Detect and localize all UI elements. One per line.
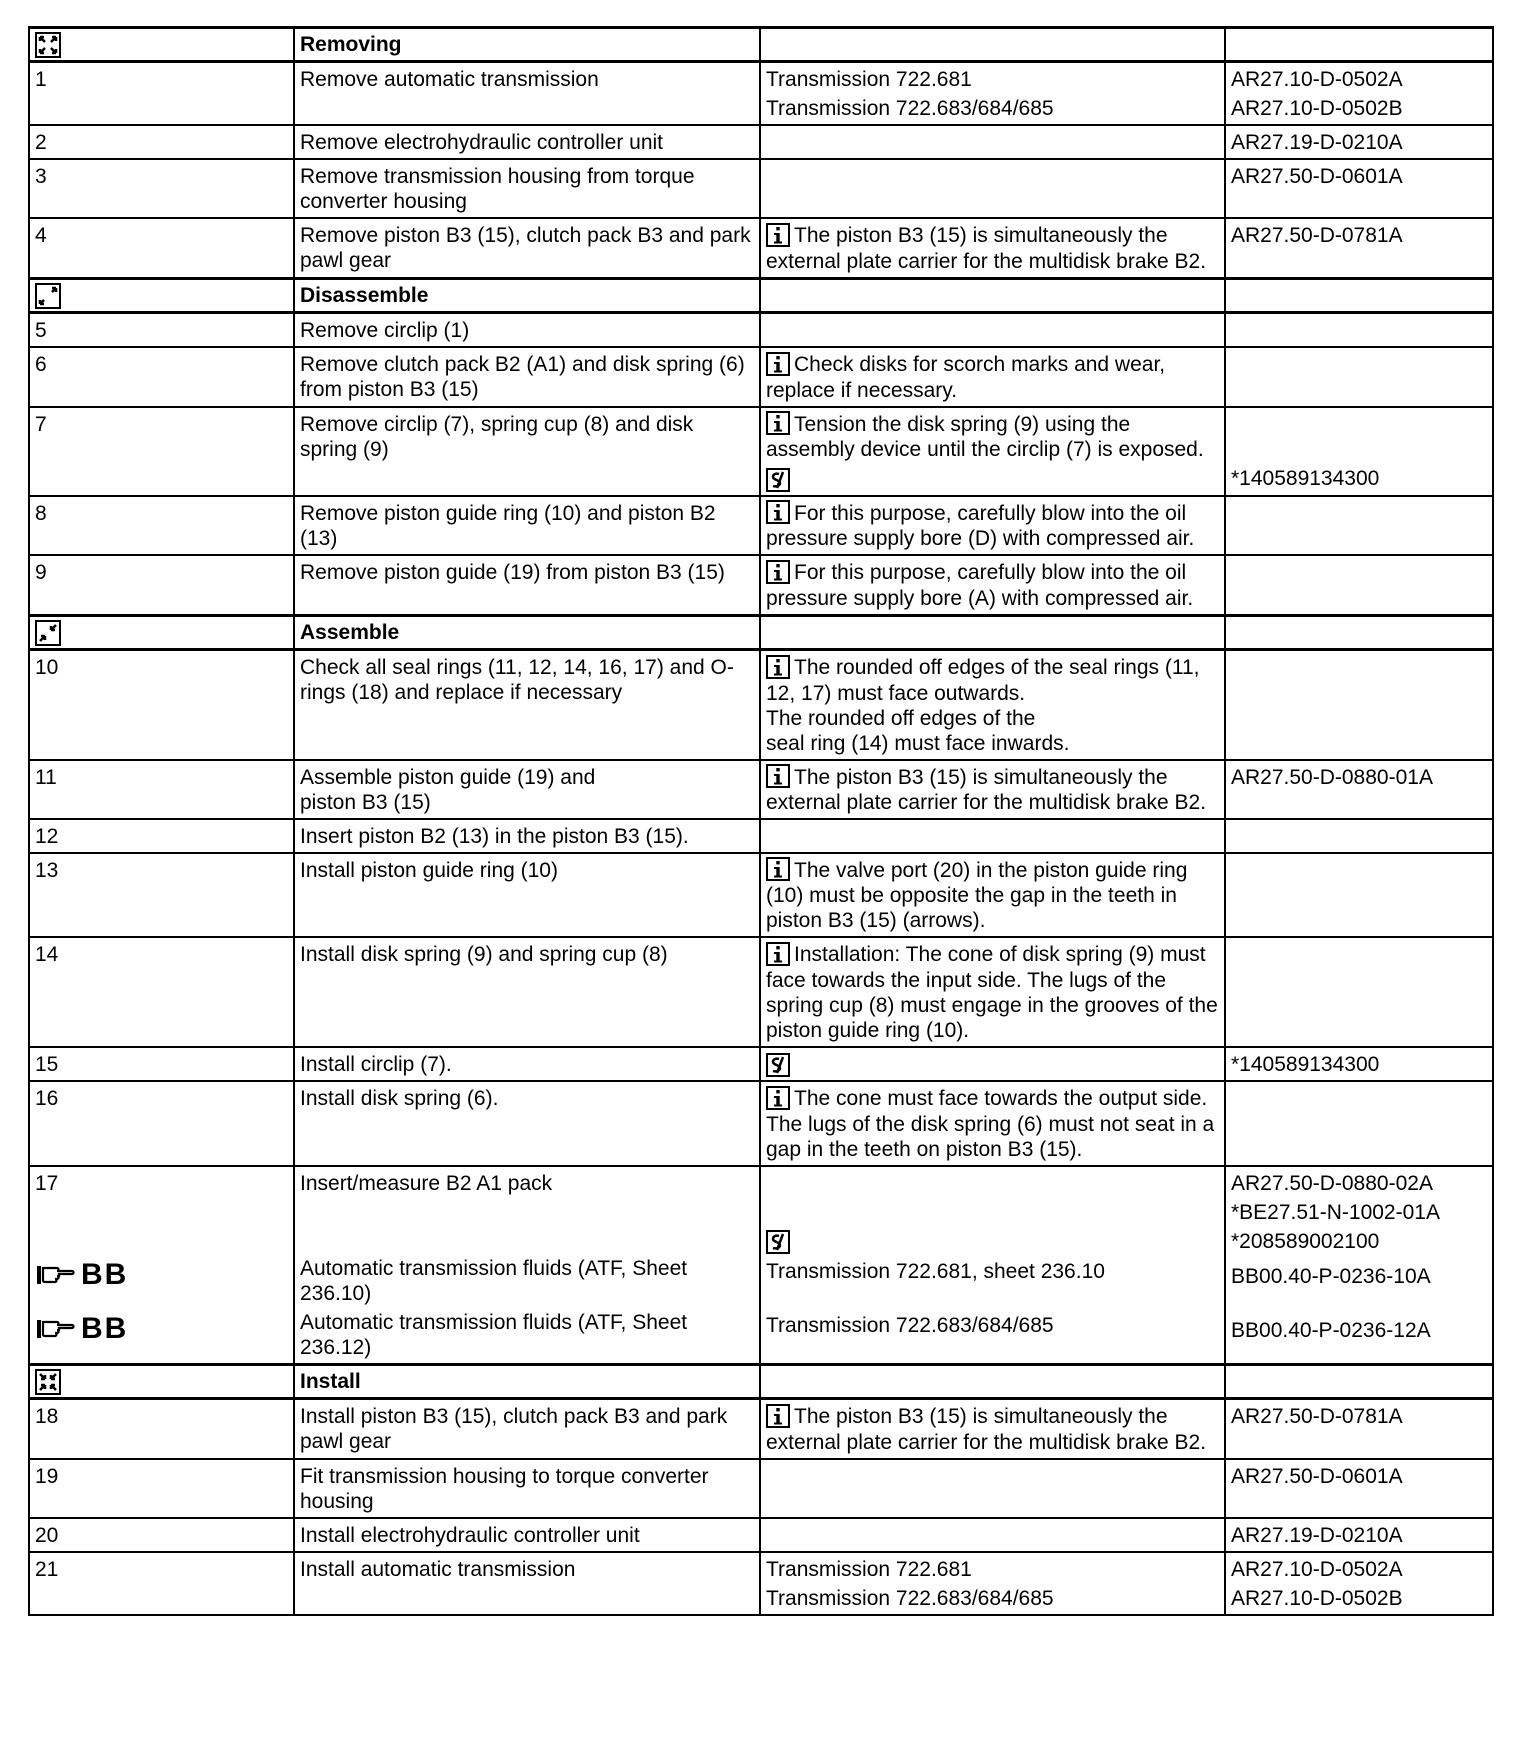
step-action: Remove circlip (1) (294, 313, 760, 348)
step-number: 10 (29, 650, 294, 760)
info-icon (766, 1086, 790, 1110)
special-tool-icon (766, 468, 790, 492)
ref-link[interactable]: AR27.50-D-0880-01A (1231, 765, 1433, 789)
step-note: Check disks for scorch marks and wear, replace if necessary. (766, 353, 1166, 402)
step-action: Fit transmission housing to torque converter housing (294, 1459, 760, 1518)
step-note: The piston B3 (15) is simultaneously the external plate carrier for the multidisk brake B2. (766, 1405, 1207, 1454)
step-number: 5 (29, 313, 294, 348)
tool-number[interactable]: *140589134300 (1231, 466, 1380, 490)
remove-install-icon (35, 32, 61, 58)
table-row (29, 1047, 1493, 1081)
ref-link[interactable]: AR27.50-D-0781A (1231, 224, 1403, 248)
step-number: 14 (29, 937, 294, 1046)
step-action: Install disk spring (6). (294, 1081, 760, 1165)
table-row (29, 1518, 1493, 1552)
table-row (29, 853, 1493, 937)
table-row (29, 937, 1493, 1046)
step-action: Remove circlip (7), spring cup (8) and disk spring (9) (294, 407, 760, 496)
table-row (29, 125, 1493, 159)
step-action: Remove automatic transmission (294, 62, 760, 126)
table-row (29, 347, 1493, 406)
info-icon (766, 352, 790, 376)
special-tool-icon (766, 1230, 790, 1254)
step-number: 12 (29, 819, 294, 853)
info-icon (766, 223, 790, 247)
step-note: For this purpose, carefully blow into the oil pressure supply bore (D) with compressed air. (766, 501, 1195, 551)
step-action: Automatic transmission fluids (ATF, Sheet 236.12) (300, 1310, 688, 1359)
table-row (29, 407, 1493, 496)
info-icon (766, 500, 790, 524)
ref-link[interactable]: AR27.50-D-0781A (1231, 1405, 1403, 1429)
tool-number[interactable]: *140589134300 (1231, 1052, 1380, 1076)
step-number: 2 (29, 125, 294, 159)
step-number: 20 (29, 1518, 294, 1552)
table-row (29, 819, 1493, 853)
step-number: 3 (29, 159, 294, 218)
step-note: seal ring (14) must face inwards. (766, 731, 1070, 755)
section-removing (29, 28, 1493, 62)
step-number: 17 (35, 1171, 59, 1195)
step-action: Remove clutch pack B2 (A1) and disk spring (6) from piston B3 (15) (294, 347, 760, 406)
section-install (29, 1364, 1493, 1398)
step-note: Transmission 722.681 (766, 1557, 972, 1581)
step-number: 19 (29, 1459, 294, 1518)
step-note: The cone must face towards the output side. The lugs of the disk spring (6) must not seat in a gap in the teeth on piston B3 (15). (766, 1087, 1215, 1161)
ref-link[interactable]: AR27.19-D-0210A (1231, 131, 1403, 155)
step-action: Remove piston guide ring (10) and piston B2 (13) (294, 496, 760, 555)
ref-link[interactable]: AR27.10-D-0502B (1231, 1586, 1403, 1610)
step-note: Transmission 722.681, sheet 236.10 (766, 1259, 1105, 1283)
step-note: The piston B3 (15) is simultaneously the external plate carrier for the multidisk brake B2. (766, 765, 1207, 814)
step-number: 13 (29, 853, 294, 937)
info-icon (766, 857, 790, 881)
step-note: Tension the disk spring (9) using the assembly device until the circlip (7) is exposed. (766, 412, 1204, 462)
step-action: Install circlip (7). (294, 1047, 760, 1081)
ref-link[interactable]: AR27.50-D-0601A (1231, 165, 1403, 189)
step-action: Install piston guide ring (10) (294, 853, 760, 937)
step-number: 16 (29, 1081, 294, 1165)
table-row (29, 760, 1493, 819)
bb-reference-marker[interactable]: BB (35, 1312, 288, 1346)
disassemble-icon (35, 283, 61, 309)
tool-number[interactable]: *BE27.51-N-1002-01A (1231, 1200, 1440, 1224)
step-note: For this purpose, carefully blow into the oil pressure supply bore (A) with compressed air. (766, 561, 1194, 610)
section-assemble (29, 615, 1493, 649)
step-note: Installation: The cone of disk spring (9) must face towards the input side. The lugs of the spring cup (8) must engage in the grooves of the piston guide ring (10). (766, 943, 1218, 1042)
step-action: Automatic transmission fluids (ATF, Sheet 236.10) (300, 1256, 688, 1305)
step-note: Transmission 722.683/684/685 (766, 97, 1054, 121)
ref-link[interactable]: AR27.10-D-0502A (1231, 1557, 1403, 1581)
table-row (29, 313, 1493, 348)
table-row (29, 650, 1493, 760)
step-action: Remove electrohydraulic controller unit (294, 125, 760, 159)
section-title: Assemble (294, 615, 760, 649)
step-note: Transmission 722.683/684/685 (766, 1586, 1054, 1610)
bb-reference-marker[interactable]: BB (35, 1258, 288, 1292)
table-row (29, 159, 1493, 218)
step-number: 8 (29, 496, 294, 555)
table-row (29, 62, 1493, 126)
ref-link[interactable]: AR27.19-D-0210A (1231, 1523, 1403, 1547)
step-number: 7 (29, 407, 294, 496)
section-disassemble (29, 278, 1493, 312)
ref-link[interactable]: AR27.50-D-0880-02A (1231, 1171, 1433, 1195)
ref-link[interactable]: AR27.50-D-0601A (1231, 1464, 1403, 1488)
step-action: Remove piston guide (19) from piston B3 (15) (294, 555, 760, 615)
table-row (29, 1166, 1493, 1365)
ref-link[interactable]: AR27.10-D-0502A (1231, 68, 1403, 92)
tool-number[interactable]: *208589002100 (1231, 1229, 1380, 1253)
step-note: Transmission 722.681 (766, 68, 972, 92)
info-icon (766, 942, 790, 966)
info-icon (766, 560, 790, 584)
step-number: 9 (29, 555, 294, 615)
section-title: Disassemble (294, 278, 760, 312)
table-row (29, 1399, 1493, 1459)
step-action: Assemble piston guide (19) and (300, 765, 596, 789)
procedure-table (28, 26, 1494, 1616)
info-icon (766, 411, 790, 435)
pointing-hand-icon (35, 1316, 75, 1342)
table-row (29, 1081, 1493, 1165)
section-title: Removing (294, 28, 760, 62)
table-row (29, 555, 1493, 615)
table-row (29, 1459, 1493, 1518)
ref-link[interactable]: BB00.40-P-0236-12A (1231, 1318, 1431, 1342)
step-action: Install automatic transmission (294, 1552, 760, 1615)
step-action: Install electrohydraulic controller unit (294, 1518, 760, 1552)
step-action: Install disk spring (9) and spring cup (8) (294, 937, 760, 1046)
step-action: piston B3 (15) (300, 790, 431, 814)
section-title: Install (294, 1364, 760, 1398)
step-note: Transmission 722.683/684/685 (766, 1313, 1054, 1337)
remove-install-icon (35, 1369, 61, 1395)
step-note: The rounded off edges of the (766, 706, 1036, 730)
table-row (29, 496, 1493, 555)
info-icon (766, 764, 790, 788)
ref-link[interactable]: BB00.40-P-0236-10A (1231, 1264, 1431, 1288)
info-icon (766, 1404, 790, 1428)
info-icon (766, 655, 790, 679)
step-action: Remove piston B3 (15), clutch pack B3 and park pawl gear (294, 218, 760, 278)
step-note: The piston B3 (15) is simultaneously the external plate carrier for the multidisk brake B2. (766, 224, 1207, 273)
step-action: Install piston B3 (15), clutch pack B3 and park pawl gear (294, 1399, 760, 1459)
step-number: 6 (29, 347, 294, 406)
step-number: 15 (29, 1047, 294, 1081)
ref-link[interactable]: AR27.10-D-0502B (1231, 97, 1403, 121)
step-action: Insert/measure B2 A1 pack (300, 1171, 553, 1195)
step-number: 1 (29, 62, 294, 126)
assemble-icon (35, 620, 61, 646)
special-tool-icon (766, 1053, 790, 1077)
step-number: 18 (29, 1399, 294, 1459)
step-number: 11 (29, 760, 294, 819)
table-row (29, 1552, 1493, 1615)
step-action: Remove transmission housing from torque converter housing (294, 159, 760, 218)
pointing-hand-icon (35, 1262, 75, 1288)
step-action: Insert piston B2 (13) in the piston B3 (15). (294, 819, 760, 853)
step-note: The rounded off edges of the seal rings (11, 12, 17) must face outwards. (766, 656, 1200, 705)
step-number: 4 (29, 218, 294, 278)
step-number: 21 (29, 1552, 294, 1615)
step-note: The valve port (20) in the piston guide ring (10) must be opposite the gap in the teeth in piston B3 (15) (arrows). (766, 858, 1188, 933)
table-row (29, 218, 1493, 278)
step-action: Check all seal rings (11, 12, 14, 16, 17) and O-rings (18) and replace if necessary (294, 650, 760, 760)
